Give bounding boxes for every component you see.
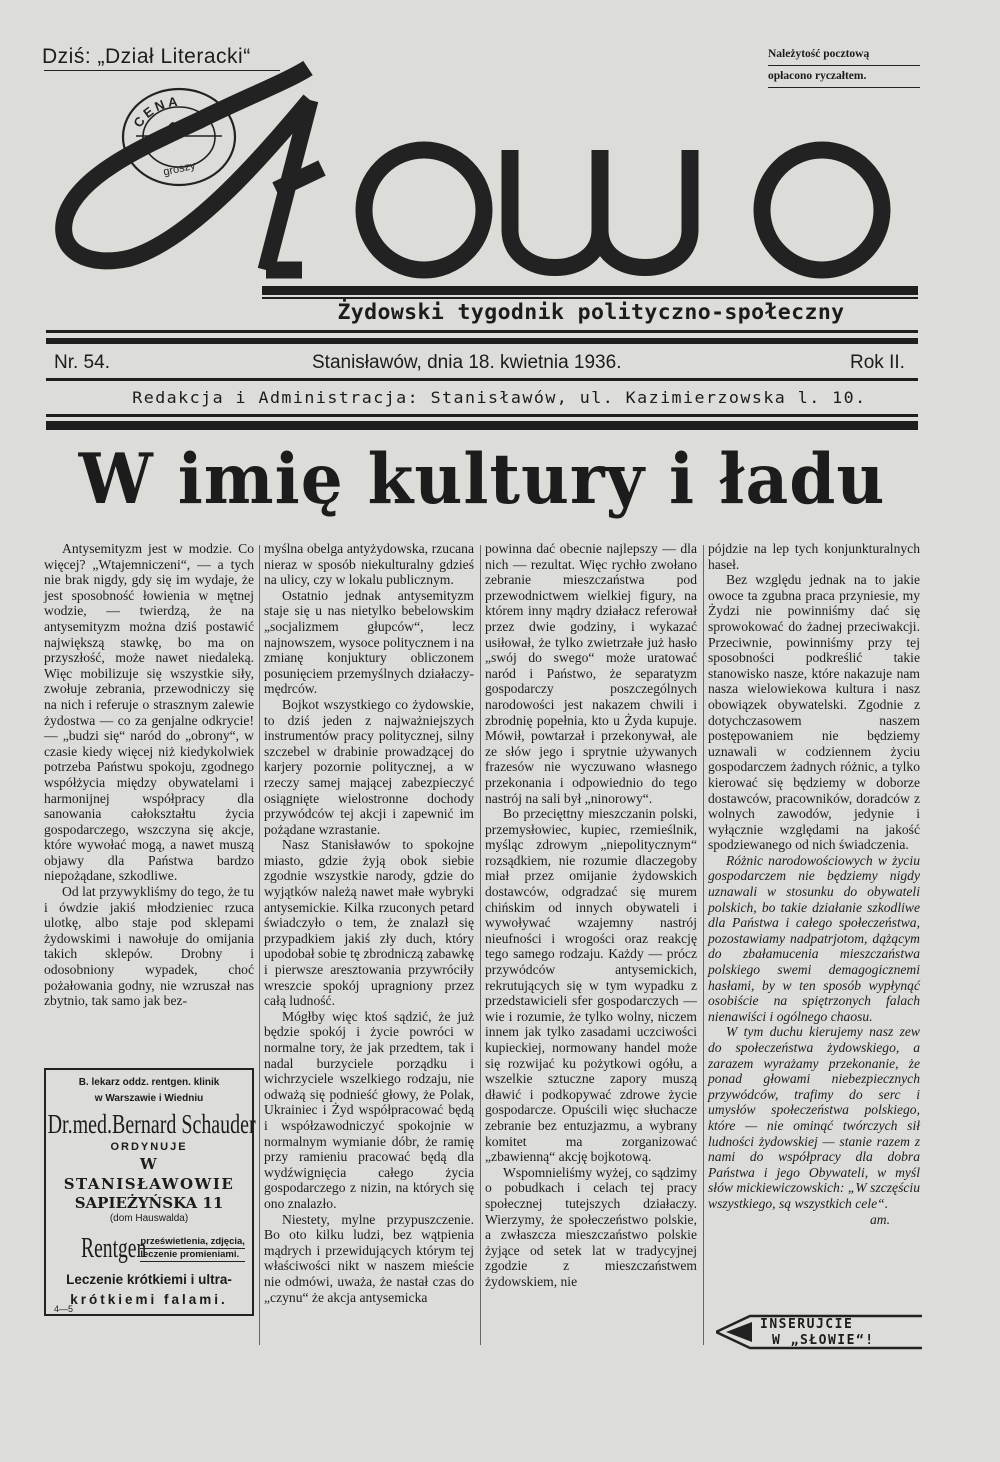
issue-number: Nr. 54.: [54, 352, 110, 373]
ad-rentgen: Rentgen: [81, 1233, 147, 1264]
paragraph: pójdzie na lep tych konjunkturalnych haseł.: [708, 541, 920, 572]
stamp-top-text: CENA: [130, 93, 182, 131]
article-column-2: [264, 541, 474, 1305]
dzis-label: Dziś: „Dział Literacki“: [42, 45, 251, 68]
paragraph: Nasz Stanisławów to spokojne miasto, gdzie żyją obok siebie zgodnie wszystkie narody, gdzie do wyjątków należą nawet małe wybryki antysemickie. Kilka rzuconych petard świadczyło o tem, że znalazł się przypadkiem jakiś zły duch, który upodobał sobie tę zbrodniczą zabawkę i pierwsze aresztowania przywróciły wreszcie spokój upragniony przez całą ludność.: [264, 837, 474, 1009]
paragraph: Ostatnio jednak antysemityzm staje się u nas nietylko bebelowskim „socjalizmem głupców“, lecz najnowszem, wysoce politycznem i na zmianę konjuktury obliczonem posunięciem przemyślnych działaczy-mędrców.: [264, 587, 474, 697]
rule-top-1: [262, 286, 918, 295]
paragraph: Bo przecięttny mieszczanin polski, przemysłowiec, kupiec, rzemieślnik, myśląc zdrowym „niepolitycznym“ rozsądkiem, nie rozumie dlaczegoby miał przez omijanie żydowskich dostawców, odgradzać się murem chińskim od innych obywateli i wywoływać wzajemny nastrój nieufności i wrogości oraz reakcję tego samego rodzaju. Każdy — prócz przywódców antysemickich, rekrutujących się w tym wypadku z przedstawicieli sfer gospodarczych — wie i rozumie, że tylko wolny, niczem innem jak tylko zasadami uczciwości kupieckiej, normowany handel może się rozwijać ku pożytkowi ogółu, a wszelkie sztuczne zapory muszą dławić i podkopywać zdrowe życie gospodarcze. Opuścili więc słuchacze zebranie bez entuzjazmu, a wybrany komitet ma zorganizować „zbawienną“ akcję bojkotową.: [485, 806, 697, 1165]
ad-doctor-name: Dr.med.Bernard Schauder: [47, 1109, 256, 1139]
paragraph: Mógłby więc ktoś sądzić, że już będzie spokój i życie powróci w normalne tory, że jak przedtem, tak i nadal burzyciele porządku i wichrzyciele wszelkiego rodzaju, nie odważą się podnieść głowy, że Polak, Ukrainiec i Żyd współpracować będą i współzawodniczyć spokojnie w normalnym wymianie dóbr, że ramię przy ramieniu pracować będą dla wydźwignięcia całego życia gospodarczego z nizin, na których się ono znalazło.: [264, 1008, 474, 1211]
stamp-bottom-text: groszy: [162, 159, 197, 179]
article-column-4: [708, 541, 920, 1227]
article-column-3: [485, 541, 697, 1290]
ad-rentgen-row: [52, 1234, 246, 1264]
ad-rentgen-detail-2: leczenie promieniami.: [140, 1249, 245, 1262]
volume-year: Rok II.: [850, 352, 905, 373]
article-signature: am.: [869, 1211, 890, 1227]
ad-rentgen-detail-1: prześwietlenia, zdjęcia,: [140, 1236, 245, 1247]
ad-city: W STANISŁAWOWIE: [63, 1155, 235, 1193]
ad-treatment-1: Leczenie krótkiemi i ultra-: [66, 1272, 232, 1287]
column-divider: [703, 545, 704, 1345]
paragraph: Od lat przywykliśmy do tego, że tu i ówdzie jakiś młodzieniec rzuca ulotkę, albo staje pod sklepami żydowskimi i nawołuje do omijania takich sklepów. Drobny i odosobniony wypadek, choć pożałowania godny, nie wzruszał nas zbytnio, tak samo jak bez-: [44, 884, 254, 1009]
paragraph: Bojkot wszystkiego co żydowskie, to dziś jeden z najważniejszych instrumentów pracy politycznej, silny szczebel w drabinie prowadzącej do karjery pozornie politycznej, a w rzeczy samej mającej zabezpieczyć osiągnięte wielostronne dochody przywódców tej akcji i zapewnić im pożądane wzrastanie.: [264, 696, 474, 837]
article-column-1: [44, 541, 254, 1009]
ad-line-2: w Warszawie i Wiedniu: [94, 1093, 204, 1104]
dateline: Stanisławów, dnia 18. kwietnia 1936.: [312, 352, 622, 373]
paragraph: Antysemityzm jest w modzie. Co więcej? „Wtajemniczeni“, — a tych nie brak nigdy, gdy się im wydaje, że jest sposobność łowienia w mętnej wodzie, — twierdzą, że na antysemityzm można dziś postawić największą stawkę, bo ma on przyszłość, może nawet niedaleką. Więc mobilizuje się wszystkie siły, zwołuje zebrania, przewodniczy się na nich i referuje o strasznym zalewie żydostwa — co za genjalne odkrycie! — „budzi się“ naród do „obrony“, w czasie kiedy więcej niż kiedykolwiek potrzeba Państwu spokoju, zgodnego współżycia między obywatelami i harmonijnej współpracy dla sanowania całokształtu życia gospodarczego, wszczyna się akcje, które wywołać mogą, a nawet muszą objawy dla Państwa bardzo niepożądane, szkodliwe.: [44, 541, 254, 884]
ad-line-1: B. lekarz oddz. rentgen. klinik: [78, 1077, 220, 1088]
paragraph: powinna dać obecnie najlepszy — dla nich — rezultat. Więc rychło zwołano zebranie mieszczaństwa pod przewodnictwem wielkiej figury, na którem inny mądry działacz referował przez dwie godziny, i wykazać usiłował, że tylko zwietrzałe już hasło „swój do swego“ może uratować naród i Państwo, że separatyzm gospodarczy poszczególnych narodowości jest nakazem chwili i zbrodnię popełnia, kto u Żyda kupuje. Mówił, powtarzał i przekonywał, ale ze słów jego i sprytnie używanych frazesów nie wyczuwano własnego przekonania i odpowiednio do tego nastrój na sali był „ninorowy“.: [485, 541, 697, 806]
doctor-advertisement: [44, 1068, 254, 1316]
column-divider: [480, 545, 481, 1345]
banner-line-2: W „SŁOWIE“!: [772, 1333, 875, 1348]
rule-meta-bottom: [46, 378, 918, 381]
ad-house: (dom Hauswalda): [109, 1213, 189, 1224]
rule-address-2: [46, 421, 918, 430]
ad-code: 4—5: [54, 1304, 74, 1314]
banner-line-1: INSERUJCIE: [760, 1317, 854, 1332]
price-stamp: [118, 84, 240, 190]
paragraph: Bez względu jednak na to jakie owoce ta zgubna praca przyniesie, my Żydzi nie powinniśmy dać się sprowokować do żadnej przeciwakcji. Przeciwnie, powinniśmy przy tej sposobności podkreślić takie stanowisko nasze, które nakazuje nam nasza wielowiekowa kultura i nasz obowiązek obywatelski. Zgodnie z dotychczasowem naszem postępowaniem nie będziemy uznawali w codziennem życiu gospodarczem żadnych różnic, a tylko kierować się będziemy w doborze dostawców, pracowników, doradców z wolnych zawodów, jedynie i wyłącznie względami na jakość spodziewanego od nich świadczenia.: [708, 572, 920, 853]
postage-line-1: Należytość pocztową: [768, 44, 920, 66]
rule-top-2: [262, 297, 918, 299]
postage-line-2: opłacono ryczałtem.: [768, 66, 920, 88]
ad-treatment-2: krótkiemi falami.: [70, 1292, 228, 1307]
paragraph: Niestety, mylne przypuszczenie. Bo oto kilku ludzi, bez wątpienia mądrych i przewidujących którym tej właściwości nikt w naszem mieście nie odmówi, uważa, że nastał czas do „czynu“ że akcja antysemicka: [264, 1211, 474, 1305]
ad-rentgen-details: [140, 1236, 245, 1262]
paragraph: Wspomnieliśmy wyżej, co sądzimy o pobudkach i celach tej pracy społecznej tutejszych działaczy. Wierzymy, że społeczeństwo polskie, a zwłaszcza mieszczaństwo polskie żyjące od setek lat w tradycyjnej zgodzie z mieszczaństwem żydowskiem, nie: [485, 1164, 697, 1289]
masthead-subtitle: Żydowski tygodnik polityczno-społeczny: [337, 300, 845, 325]
ad-street: SAPIEŻYŃSKA 11: [74, 1194, 224, 1212]
ad-ordynuje: ORDYNUJE: [110, 1141, 188, 1153]
stamp-value: 15: [167, 116, 190, 139]
advertise-banner: [716, 1314, 922, 1350]
rule-mid-1: [46, 330, 918, 333]
column-divider: [259, 545, 260, 1345]
editorial-address: Redakcja i Administracja: Stanisławów, ul. Kazimierzowska l. 10.: [132, 388, 867, 407]
rule-mid-2: [46, 338, 918, 344]
article-headline: W imię kultury i ładu: [78, 438, 886, 520]
paragraph: Różnic narodowościowych w życiu gospodarczem nie będziemy nigdy uznawali w stosunku do obywateli polskich, bo takie działanie szkodliwe dla Państwa i całego społeczeństwa, pozostawiamy nadpatrjotom, dążącym do zbałamucenia mieszczaństwa polskiego swemi demagogicznemi hasłami, by w ten sposób wypłynąć osobiście na spiętrzonych falach nienawiści i ogólnego chaosu.: [708, 852, 920, 1024]
paragraph: myślna obelga antyżydowska, rzucana nieraz w sposób niekulturalny gdzieś na ulicy, czy w lokalu publicznym.: [264, 541, 474, 588]
paragraph: W tym duchu kierujemy nasz zew do społeczeństwa żydowskiego, a zarazem wyrażamy przekonanie, że ponad głowami niebezpiecznych przywódców, trafimy do serc i umysłów społeczeństwa polskiego, które — nie ominąć twórczych sił ludności żydowskiej — stanie razem z nami do współpracy dla dobra Państwa i jego Obywateli, w myśl słów mickiewiczowskich: „W szczęściu wszystkiego, są wszystkich cele“.: [708, 1024, 920, 1211]
rule-address-1: [46, 414, 918, 417]
